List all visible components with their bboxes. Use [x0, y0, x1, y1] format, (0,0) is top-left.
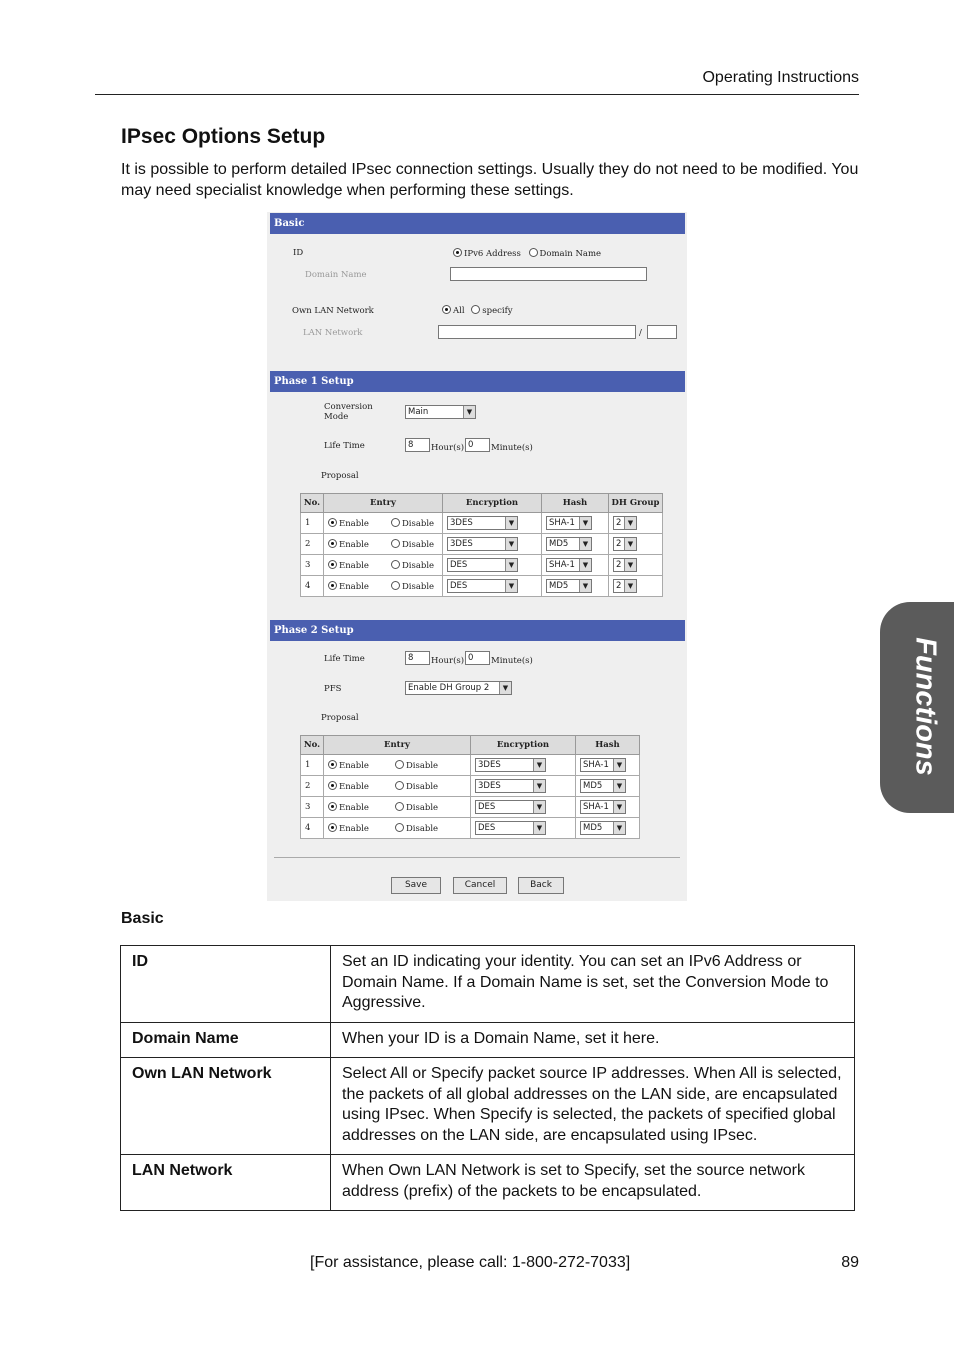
entry-cell: [324, 818, 471, 839]
lan-network-input[interactable]: [438, 325, 636, 339]
dh-group-cell: [609, 576, 663, 597]
phase2-minutes-unit: Minute(s): [491, 656, 533, 666]
entry-cell: [324, 576, 443, 597]
cancel-button[interactable]: Cancel: [453, 877, 507, 894]
basic-description-table: [120, 945, 855, 1211]
id-domain-radio[interactable]: [529, 248, 538, 257]
chevron-down-icon: ▼: [624, 580, 636, 592]
own-lan-specify-radio[interactable]: [471, 305, 480, 314]
enable-label: Enable: [339, 560, 369, 571]
domain-name-input[interactable]: [450, 267, 647, 281]
hash-select[interactable]: [580, 779, 626, 793]
phase2-lifetime-label: Life Time: [324, 654, 365, 664]
hash-select[interactable]: [546, 516, 592, 530]
disable-label: Disable: [405, 823, 439, 834]
chevron-down-icon: ▼: [533, 759, 545, 771]
enable-radio[interactable]: [328, 802, 337, 811]
encryption-select[interactable]: [447, 516, 518, 530]
chevron-down-icon: ▼: [579, 580, 591, 592]
chevron-down-icon: ▼: [624, 559, 636, 571]
chevron-down-icon: ▼: [533, 780, 545, 792]
hash-cell: [576, 776, 640, 797]
enable-label: Enable: [339, 518, 369, 529]
entry-cell: [324, 755, 471, 776]
p2-col-no: No.: [301, 736, 324, 755]
chevron-down-icon: ▼: [613, 801, 625, 813]
conversion-mode-value: Main: [408, 407, 429, 417]
save-button[interactable]: Save: [391, 877, 441, 894]
encryption-cell: [471, 776, 576, 797]
chevron-down-icon: ▼: [624, 517, 636, 529]
encryption-select[interactable]: [475, 758, 546, 772]
dh-group-select[interactable]: [613, 558, 637, 572]
dh-group-select[interactable]: [613, 537, 637, 551]
p1-col-no: No.: [301, 494, 324, 513]
hash-select[interactable]: [580, 821, 626, 835]
encryption-value: 3DES: [478, 781, 501, 791]
dh-group-value: 2: [616, 560, 622, 570]
phase2-hours-input[interactable]: 8: [405, 651, 430, 665]
phase1-hours-unit: Hour(s): [431, 443, 465, 453]
entry-cell: [324, 513, 443, 534]
disable-label: Disable: [405, 760, 439, 771]
enable-radio[interactable]: [328, 760, 337, 769]
domain-name-label: Domain Name: [305, 270, 367, 280]
phase1-proposal-label: Proposal: [321, 471, 359, 481]
pfs-select[interactable]: [405, 681, 512, 695]
term-cell: Own LAN Network: [121, 1058, 331, 1155]
disable-label: Disable: [401, 581, 435, 592]
disable-label: Disable: [401, 518, 435, 529]
phase1-table-row: [301, 576, 663, 597]
hash-value: MD5: [549, 539, 569, 549]
phase1-minutes-input[interactable]: 0: [465, 438, 490, 452]
enable-radio[interactable]: [328, 581, 337, 590]
encryption-value: DES: [478, 802, 496, 812]
encryption-value: DES: [450, 560, 468, 570]
hash-select[interactable]: [580, 758, 626, 772]
dh-group-select[interactable]: [613, 516, 637, 530]
chevron-down-icon: ▼: [613, 780, 625, 792]
chevron-down-icon: ▼: [613, 822, 625, 834]
disable-radio[interactable]: [395, 781, 404, 790]
header-rule: [95, 94, 859, 95]
prefix-slash: /: [639, 328, 642, 338]
chevron-down-icon: ▼: [499, 682, 511, 694]
disable-radio[interactable]: [391, 581, 400, 590]
enable-radio[interactable]: [328, 781, 337, 790]
intro-text: It is possible to perform detailed IPsec connection settings. Usually they do not need to be modified. You may need specialist knowledge when performing these settings.: [121, 161, 859, 199]
encryption-select[interactable]: [475, 800, 546, 814]
hash-cell: [542, 555, 609, 576]
phase1-section-bar: Phase 1 Setup: [270, 371, 685, 392]
hash-value: MD5: [583, 781, 603, 791]
conversion-mode-select[interactable]: [405, 405, 476, 419]
entry-cell: [324, 534, 443, 555]
hash-value: SHA-1: [583, 802, 609, 812]
p1-col-encryption: Encryption: [443, 494, 542, 513]
own-lan-all-label: All: [453, 306, 465, 316]
pfs-value: Enable DH Group 2: [408, 683, 490, 693]
hash-cell: [576, 818, 640, 839]
encryption-value: DES: [450, 581, 468, 591]
dh-group-cell: [609, 555, 663, 576]
disable-label: Disable: [405, 802, 439, 813]
row-number: 3: [301, 797, 324, 818]
hash-cell: [576, 797, 640, 818]
chevron-down-icon: ▼: [579, 559, 591, 571]
id-ipv6-label: IPv6 Address: [464, 249, 521, 259]
page-title: IPsec Options Setup: [121, 125, 326, 148]
row-number: 1: [301, 755, 324, 776]
encryption-cell: [443, 576, 542, 597]
encryption-value: 3DES: [450, 518, 473, 528]
description-row: [121, 1058, 855, 1155]
hash-cell: [576, 755, 640, 776]
encryption-cell: [471, 818, 576, 839]
hash-value: SHA-1: [549, 518, 575, 528]
definition-cell: When Own LAN Network is set to Specify, set the source network address (prefix) of the packets to be encapsulated.: [331, 1155, 855, 1211]
row-number: 2: [301, 776, 324, 797]
hash-select[interactable]: [546, 558, 592, 572]
encryption-select[interactable]: [447, 558, 518, 572]
button-separator: [274, 857, 680, 858]
phase2-table-row: [301, 776, 640, 797]
chevron-down-icon: ▼: [505, 559, 517, 571]
chevron-down-icon: ▼: [505, 580, 517, 592]
dh-group-cell: [609, 513, 663, 534]
ipsec-settings-screenshot: [267, 212, 687, 901]
entry-cell: [324, 797, 471, 818]
phase2-table-row: [301, 797, 640, 818]
dh-group-cell: [609, 534, 663, 555]
disable-radio[interactable]: [395, 760, 404, 769]
phase2-table-row: [301, 818, 640, 839]
chevron-down-icon: ▼: [579, 538, 591, 550]
row-number: 4: [301, 576, 324, 597]
encryption-value: DES: [478, 823, 496, 833]
entry-cell: [324, 776, 471, 797]
description-row: [121, 1155, 855, 1211]
phase1-lifetime-label: Life Time: [324, 441, 365, 451]
definition-cell: Set an ID indicating your identity. You can set an IPv6 Address or Domain Name. If a Domain Name is set, set the Conversion Mode to Aggressive.: [331, 946, 855, 1023]
disable-radio[interactable]: [395, 802, 404, 811]
encryption-cell: [471, 797, 576, 818]
enable-label: Enable: [339, 802, 369, 813]
phase1-minutes-unit: Minute(s): [491, 443, 533, 453]
hash-select[interactable]: [580, 800, 626, 814]
definition-cell: Select All or Specify packet source IP addresses. When All is selected, the packets of all global addresses on the LAN side, are encapsulated using IPsec. When Specify is selected, the packets of specified global addresses on the LAN side, are encapsulated using IPsec.: [331, 1058, 855, 1155]
hash-value: MD5: [583, 823, 603, 833]
p1-col-dh: DH Group: [609, 494, 663, 513]
term-cell: Domain Name: [121, 1022, 331, 1058]
running-header: Operating Instructions: [702, 69, 859, 86]
hash-cell: [542, 513, 609, 534]
disable-label: Disable: [401, 539, 435, 550]
chevron-down-icon: ▼: [463, 406, 475, 418]
basic-section-bar: Basic: [270, 213, 685, 234]
phase2-hours-unit: Hour(s): [431, 656, 465, 666]
disable-label: Disable: [401, 560, 435, 571]
definition-cell: When your ID is a Domain Name, set it here.: [331, 1022, 855, 1058]
p1-col-entry: Entry: [324, 494, 443, 513]
own-lan-radio-group: [442, 305, 513, 317]
side-tab-label: Functions: [909, 637, 942, 776]
phase1-table-row: [301, 513, 663, 534]
chevron-down-icon: ▼: [624, 538, 636, 550]
dh-group-value: 2: [616, 581, 622, 591]
chevron-down-icon: ▼: [533, 822, 545, 834]
term-cell: ID: [121, 946, 331, 1023]
pfs-label: PFS: [324, 684, 342, 694]
lan-prefix-input[interactable]: [647, 325, 677, 339]
hash-cell: [542, 576, 609, 597]
p1-col-hash: Hash: [542, 494, 609, 513]
own-lan-specify-label: specify: [482, 306, 513, 316]
hash-select[interactable]: [546, 537, 592, 551]
conversion-mode-label: Conversion Mode: [324, 402, 373, 422]
hash-cell: [542, 534, 609, 555]
chevron-down-icon: ▼: [579, 517, 591, 529]
id-radio-group: [453, 248, 601, 260]
hash-value: SHA-1: [549, 560, 575, 570]
own-lan-all-radio[interactable]: [442, 305, 451, 314]
entry-cell: [324, 555, 443, 576]
encryption-cell: [443, 534, 542, 555]
row-number: 2: [301, 534, 324, 555]
chevron-down-icon: ▼: [505, 538, 517, 550]
hash-select[interactable]: [546, 579, 592, 593]
phase1-proposal-table: [300, 493, 663, 597]
chevron-down-icon: ▼: [505, 517, 517, 529]
dh-group-select[interactable]: [613, 579, 637, 593]
p2-col-encryption: Encryption: [471, 736, 576, 755]
disable-radio[interactable]: [391, 539, 400, 548]
phase2-proposal-table: [300, 735, 640, 839]
phase2-proposal-label: Proposal: [321, 713, 359, 723]
lan-network-label: LAN Network: [303, 328, 363, 338]
disable-label: Disable: [405, 781, 439, 792]
enable-radio[interactable]: [328, 539, 337, 548]
basic-heading: Basic: [121, 910, 164, 927]
row-number: 1: [301, 513, 324, 534]
encryption-value: 3DES: [478, 760, 501, 770]
encryption-value: 3DES: [450, 539, 473, 549]
encryption-select[interactable]: [475, 821, 546, 835]
disable-radio[interactable]: [395, 823, 404, 832]
page-number: 89: [841, 1254, 859, 1271]
enable-radio[interactable]: [328, 560, 337, 569]
assistance-footer: [For assistance, please call: 1-800-272-7033]: [310, 1254, 631, 1271]
p2-col-hash: Hash: [576, 736, 640, 755]
row-number: 3: [301, 555, 324, 576]
enable-label: Enable: [339, 823, 369, 834]
enable-label: Enable: [339, 581, 369, 592]
chevron-down-icon: ▼: [613, 759, 625, 771]
enable-label: Enable: [339, 781, 369, 792]
encryption-select[interactable]: [447, 579, 518, 593]
dh-group-value: 2: [616, 518, 622, 528]
description-row: [121, 1022, 855, 1058]
phase1-table-row: [301, 555, 663, 576]
id-ipv6-radio[interactable]: [453, 248, 462, 257]
disable-radio[interactable]: [391, 560, 400, 569]
dh-group-value: 2: [616, 539, 622, 549]
phase2-table-row: [301, 755, 640, 776]
encryption-cell: [443, 555, 542, 576]
enable-label: Enable: [339, 760, 369, 771]
enable-radio[interactable]: [328, 823, 337, 832]
disable-radio[interactable]: [391, 518, 400, 527]
id-label: ID: [293, 248, 304, 258]
back-button[interactable]: Back: [518, 877, 564, 894]
encryption-cell: [443, 513, 542, 534]
own-lan-label: Own LAN Network: [292, 306, 374, 316]
encryption-select[interactable]: [475, 779, 546, 793]
encryption-select[interactable]: [447, 537, 518, 551]
id-domain-label: Domain Name: [539, 249, 602, 259]
enable-radio[interactable]: [328, 518, 337, 527]
functions-side-tab: [880, 602, 954, 813]
description-row: [121, 946, 855, 1023]
encryption-cell: [471, 755, 576, 776]
chevron-down-icon: ▼: [533, 801, 545, 813]
phase2-minutes-input[interactable]: 0: [465, 651, 490, 665]
p2-col-entry: Entry: [324, 736, 471, 755]
enable-label: Enable: [339, 539, 369, 550]
hash-value: MD5: [549, 581, 569, 591]
phase1-table-row: [301, 534, 663, 555]
hash-value: SHA-1: [583, 760, 609, 770]
phase1-hours-input[interactable]: 8: [405, 438, 430, 452]
row-number: 4: [301, 818, 324, 839]
term-cell: LAN Network: [121, 1155, 331, 1211]
phase2-section-bar: Phase 2 Setup: [270, 620, 685, 641]
